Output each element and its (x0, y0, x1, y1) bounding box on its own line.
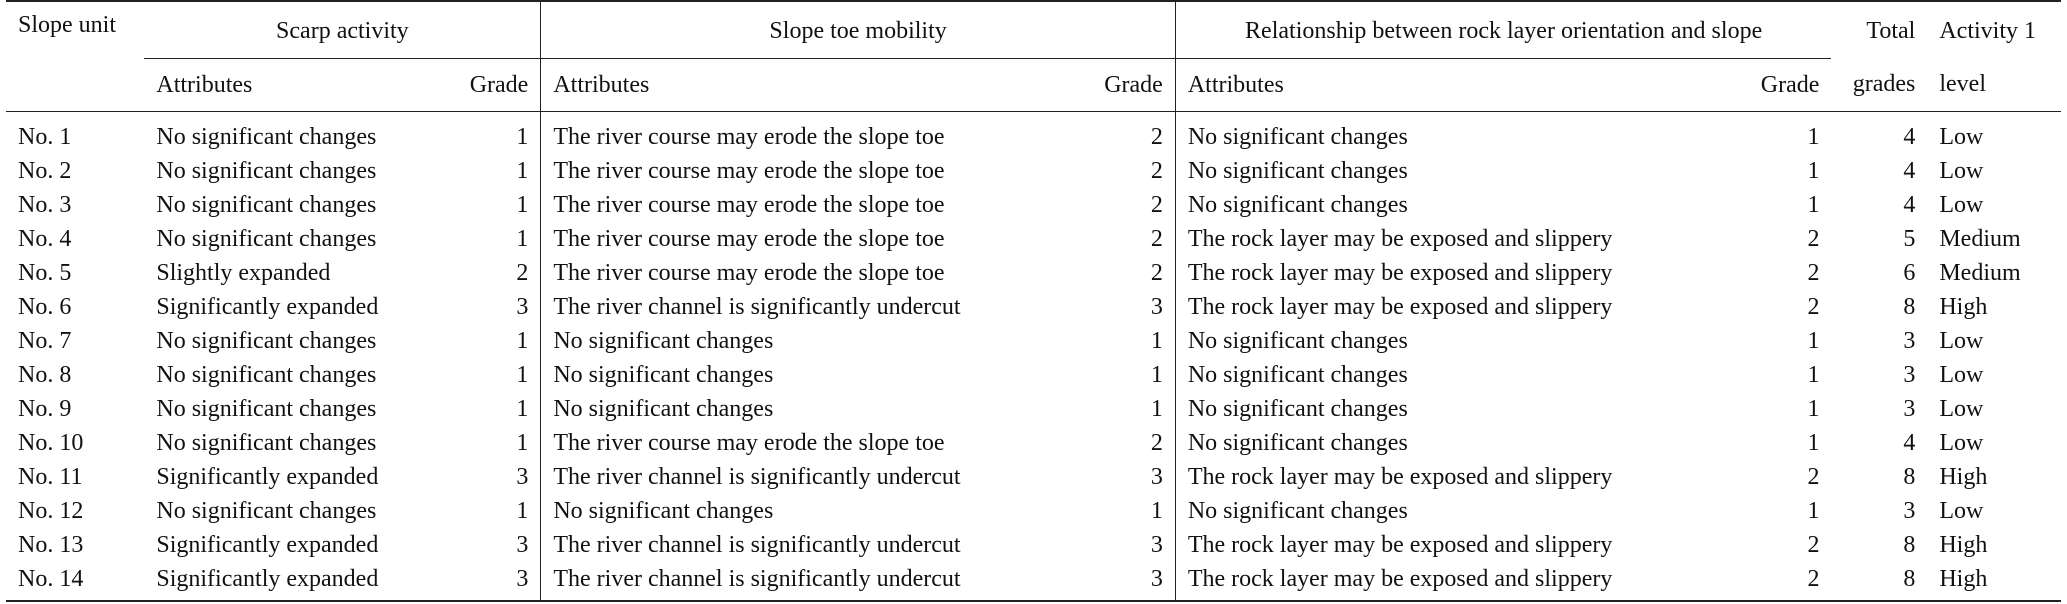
cell-activity-level: Medium (1939, 259, 2021, 286)
cell-scarp-grade: 1 (449, 324, 541, 358)
cell-toe-grade: 3 (1083, 290, 1175, 324)
cell-scarp-grade: 2 (449, 256, 541, 290)
cell-toe-attributes: The river course may erode the slope toe (553, 225, 945, 252)
header-toe-attributes: Attributes (541, 58, 1083, 111)
cell-toe-attributes: No significant changes (553, 327, 774, 354)
cell-toe-grade: 2 (1083, 426, 1175, 460)
cell-rel-attributes: The rock layer may be exposed and slippery (1187, 225, 1613, 252)
table-row (6, 460, 2061, 494)
header-relationship: Relationship between rock layer orientation and slope (1175, 1, 1831, 58)
cell-scarp-grade: 3 (449, 562, 541, 601)
cell-toe-attributes: The river course may erode the slope toe (553, 157, 945, 184)
cell-total-grades: 8 (1903, 293, 1916, 320)
header-slope-unit: Slope unit (6, 1, 144, 58)
cell-scarp-attributes: Significantly expanded (156, 531, 379, 558)
cell-total-grades: 8 (1903, 463, 1916, 490)
table-row (6, 562, 2061, 601)
header-scarp-grade: Grade (449, 58, 541, 111)
header-slope-toe-mobility: Slope toe mobility (541, 1, 1176, 58)
cell-rel-attributes: No significant changes (1187, 123, 1408, 150)
cell-toe-grade: 3 (1083, 460, 1175, 494)
table-row (6, 426, 2061, 460)
cell-toe-attributes: The river course may erode the slope toe (553, 123, 945, 150)
slope-activity-table (6, 0, 2061, 602)
cell-scarp-grade: 1 (449, 494, 541, 528)
cell-total-grades: 4 (1903, 429, 1916, 456)
header-row-sub (6, 58, 2061, 111)
cell-rel-attributes: The rock layer may be exposed and slippery (1187, 463, 1613, 490)
cell-total-grades: 8 (1903, 531, 1916, 558)
cell-rel-grade: 1 (1807, 123, 1820, 150)
cell-scarp-attributes: No significant changes (156, 327, 377, 354)
cell-scarp-grade: 1 (449, 222, 541, 256)
cell-scarp-attributes: No significant changes (156, 429, 377, 456)
table-row (6, 188, 2061, 222)
cell-slope-unit: No. 1 (18, 123, 72, 150)
cell-activity-level: Low (1939, 123, 1984, 150)
cell-rel-attributes: No significant changes (1187, 361, 1408, 388)
header-rel-grade: Grade (1740, 58, 1831, 111)
cell-rel-attributes: No significant changes (1187, 327, 1408, 354)
cell-scarp-grade: 1 (449, 426, 541, 460)
cell-total-grades: 8 (1831, 562, 1927, 601)
cell-rel-attributes: The rock layer may be exposed and slippery (1187, 531, 1613, 558)
cell-activity-level: Low (1939, 157, 1984, 184)
cell-scarp-attributes: Significantly expanded (156, 293, 379, 320)
cell-scarp-grade: 3 (449, 290, 541, 324)
cell-rel-grade: 1 (1807, 157, 1820, 184)
cell-slope-unit: No. 14 (6, 562, 144, 601)
cell-rel-attributes: No significant changes (1187, 395, 1408, 422)
cell-slope-unit: No. 6 (18, 293, 72, 320)
cell-activity-level: Medium (1939, 225, 2021, 252)
cell-rel-grade: 1 (1807, 395, 1820, 422)
cell-rel-grade: 2 (1807, 259, 1820, 286)
cell-activity-level: Low (1939, 497, 1984, 524)
cell-scarp-attributes: No significant changes (156, 225, 377, 252)
header-slope-unit-blank (6, 58, 144, 111)
cell-scarp-attributes: No significant changes (156, 157, 377, 184)
cell-toe-grade: 2 (1083, 256, 1175, 290)
cell-total-grades: 6 (1903, 259, 1916, 286)
cell-total-grades: 3 (1903, 395, 1916, 422)
cell-scarp-attributes: Significantly expanded (144, 562, 448, 601)
header-row-groups (6, 1, 2061, 58)
table-row (6, 154, 2061, 188)
cell-activity-level: Low (1939, 191, 1984, 218)
cell-rel-attributes: No significant changes (1187, 157, 1408, 184)
cell-toe-grade: 3 (1083, 528, 1175, 562)
cell-activity-level: High (1927, 562, 2061, 601)
cell-toe-attributes: No significant changes (553, 395, 774, 422)
cell-toe-grade: 1 (1083, 392, 1175, 426)
cell-rel-grade: 2 (1807, 225, 1820, 252)
cell-rel-attributes: The rock layer may be exposed and slippery (1187, 259, 1613, 286)
cell-toe-attributes: The river course may erode the slope toe (553, 259, 945, 286)
cell-toe-attributes: The river channel is significantly undercut (553, 463, 961, 490)
cell-toe-attributes: No significant changes (553, 497, 774, 524)
cell-toe-grade: 2 (1083, 154, 1175, 188)
cell-slope-unit: No. 3 (18, 191, 72, 218)
cell-rel-grade: 2 (1807, 463, 1820, 490)
cell-toe-attributes: No significant changes (553, 361, 774, 388)
cell-scarp-grade: 1 (449, 358, 541, 392)
cell-rel-grade: 2 (1740, 562, 1831, 601)
header-rel-attributes: Attributes (1175, 58, 1740, 111)
cell-scarp-attributes: No significant changes (156, 497, 377, 524)
cell-slope-unit: No. 8 (18, 361, 72, 388)
cell-slope-unit: No. 9 (18, 395, 72, 422)
cell-slope-unit: No. 4 (18, 225, 72, 252)
cell-toe-grade: 2 (1083, 188, 1175, 222)
cell-toe-grade: 3 (1083, 562, 1175, 601)
cell-scarp-attributes: Slightly expanded (156, 259, 331, 286)
header-scarp-activity: Scarp activity (144, 1, 540, 58)
cell-rel-attributes: No significant changes (1187, 191, 1408, 218)
cell-activity-level: Low (1939, 327, 1984, 354)
cell-toe-grade: 1 (1083, 324, 1175, 358)
cell-rel-attributes: No significant changes (1187, 497, 1408, 524)
cell-rel-grade: 2 (1807, 293, 1820, 320)
cell-toe-attributes: The river channel is significantly undercut (541, 562, 1083, 601)
cell-scarp-attributes: No significant changes (156, 395, 377, 422)
header-activity-top: Activity 1 (1927, 1, 2061, 58)
cell-rel-grade: 1 (1807, 361, 1820, 388)
table-row (6, 290, 2061, 324)
cell-toe-grade: 1 (1083, 358, 1175, 392)
cell-activity-level: High (1939, 463, 1988, 490)
cell-rel-grade: 1 (1807, 497, 1820, 524)
cell-total-grades: 4 (1903, 157, 1916, 184)
cell-toe-attributes: The river channel is significantly undercut (553, 293, 961, 320)
cell-total-grades: 4 (1903, 191, 1916, 218)
cell-rel-attributes: No significant changes (1187, 429, 1408, 456)
cell-toe-attributes: The river course may erode the slope toe (553, 191, 945, 218)
header-toe-grade: Grade (1083, 58, 1175, 111)
cell-slope-unit: No. 12 (18, 497, 84, 524)
cell-scarp-grade: 1 (449, 111, 541, 154)
cell-rel-grade: 1 (1807, 191, 1820, 218)
cell-total-grades: 3 (1903, 497, 1916, 524)
cell-activity-level: Low (1939, 361, 1984, 388)
header-total-top: Total (1831, 1, 1927, 58)
cell-total-grades: 3 (1903, 361, 1916, 388)
cell-slope-unit: No. 10 (18, 429, 84, 456)
cell-scarp-grade: 3 (449, 528, 541, 562)
cell-slope-unit: No. 7 (18, 327, 72, 354)
header-total-bottom: grades (1831, 58, 1927, 111)
cell-scarp-attributes: No significant changes (156, 191, 377, 218)
table-row (6, 256, 2061, 290)
cell-scarp-grade: 1 (449, 392, 541, 426)
cell-scarp-attributes: Significantly expanded (156, 463, 379, 490)
cell-rel-grade: 1 (1807, 429, 1820, 456)
cell-total-grades: 3 (1903, 327, 1916, 354)
table-row (6, 111, 2061, 154)
cell-rel-grade: 2 (1807, 531, 1820, 558)
cell-rel-attributes: The rock layer may be exposed and slippery (1175, 562, 1740, 601)
cell-slope-unit: No. 13 (18, 531, 84, 558)
cell-scarp-grade: 1 (449, 154, 541, 188)
cell-activity-level: Low (1939, 395, 1984, 422)
cell-total-grades: 5 (1903, 225, 1916, 252)
table-row (6, 392, 2061, 426)
cell-toe-attributes: The river channel is significantly undercut (553, 531, 961, 558)
cell-total-grades: 4 (1903, 123, 1916, 150)
cell-toe-grade: 2 (1083, 222, 1175, 256)
table-row (6, 324, 2061, 358)
table-row (6, 494, 2061, 528)
cell-toe-grade: 1 (1083, 494, 1175, 528)
table-row (6, 358, 2061, 392)
cell-scarp-attributes: No significant changes (156, 123, 377, 150)
cell-scarp-grade: 3 (449, 460, 541, 494)
table-row (6, 222, 2061, 256)
cell-slope-unit: No. 11 (18, 463, 83, 490)
cell-activity-level: High (1939, 531, 1988, 558)
table-row (6, 528, 2061, 562)
cell-rel-attributes: The rock layer may be exposed and slippery (1187, 293, 1613, 320)
header-scarp-attributes: Attributes (144, 58, 448, 111)
cell-toe-attributes: The river course may erode the slope toe (553, 429, 945, 456)
cell-activity-level: High (1939, 293, 1988, 320)
cell-toe-grade: 2 (1083, 111, 1175, 154)
cell-slope-unit: No. 2 (18, 157, 72, 184)
cell-scarp-attributes: No significant changes (156, 361, 377, 388)
table-body (6, 111, 2061, 601)
header-activity-bottom: level (1927, 58, 2061, 111)
cell-slope-unit: No. 5 (18, 259, 72, 286)
cell-rel-grade: 1 (1807, 327, 1820, 354)
cell-scarp-grade: 1 (449, 188, 541, 222)
cell-activity-level: Low (1939, 429, 1984, 456)
